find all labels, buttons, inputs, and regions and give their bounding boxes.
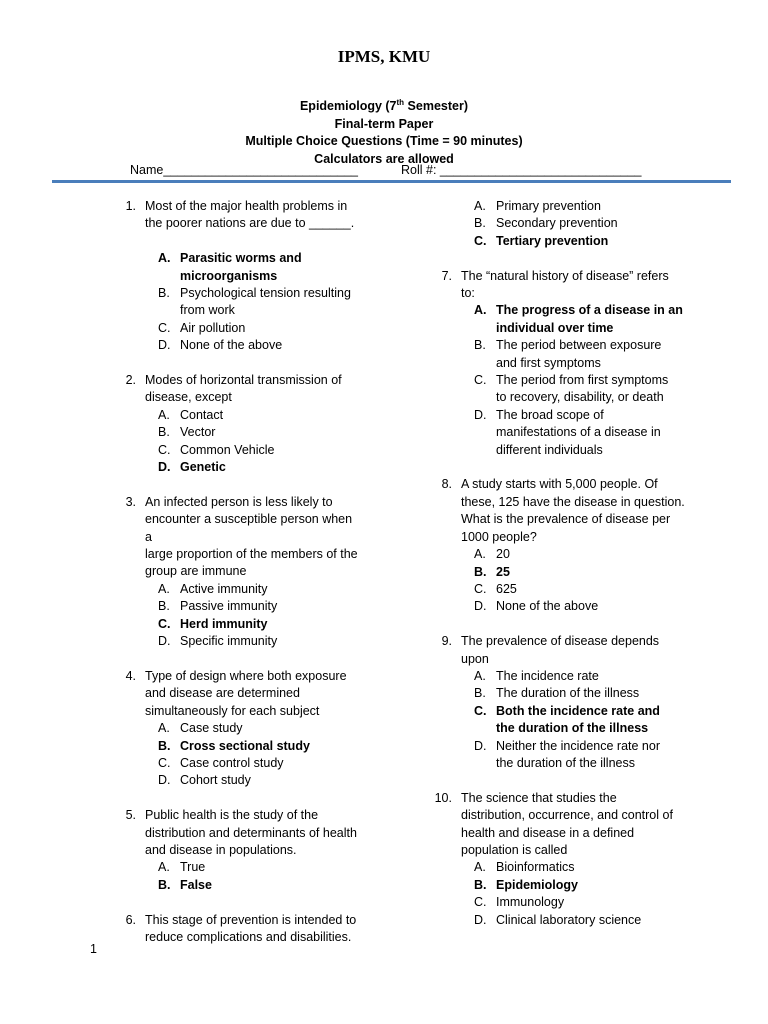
option-a: A. The incidence rate (474, 668, 599, 683)
option-a: A. Parasitic worms and microorganisms (158, 251, 302, 283)
option-a: A. Bioinformatics (474, 860, 575, 875)
exam-header (0, 94, 768, 168)
option-b: B. Passive immunity (158, 599, 278, 614)
question-number: 8. (441, 477, 452, 492)
option-d: D. Specific immunity (158, 634, 278, 649)
course-title: Epidemiology (7th Semester) (299, 98, 469, 114)
question-7 (426, 268, 686, 459)
option-a: A. 20 (474, 547, 510, 562)
option-c: C. Tertiary prevention (474, 233, 609, 248)
option-b: B. Cross sectional study (158, 738, 310, 753)
name-field: Name____________________________ (130, 163, 358, 177)
option-c: C. Air pollution (158, 320, 246, 335)
option-c: C. Common Vehicle (158, 442, 275, 457)
calculator-note: Calculators are allowed (314, 151, 454, 166)
question-number: 4. (125, 668, 136, 683)
option-c: C. Case control study (158, 755, 284, 770)
option-c: C. Both the incidence rate and the duration of the illness (474, 703, 660, 736)
option-b: B. 25 (474, 564, 510, 579)
question-number: 7. (441, 268, 452, 283)
question-text: The science that studies the distribution, occurrence, and control of health and disease in a defined population is called (461, 790, 673, 857)
option-c: C. 625 (474, 581, 517, 596)
option-c: C. Immunology (474, 895, 565, 910)
option-b: B. Secondary prevention (474, 216, 618, 231)
option-d: D. Genetic (158, 460, 226, 475)
question-6 (110, 912, 360, 947)
option-b: B. False (158, 877, 212, 892)
question-number: 6. (125, 912, 136, 927)
option-a: A. Contact (158, 407, 224, 422)
paper-title: Final-term Paper (334, 116, 434, 131)
question-text: Modes of horizontal transmission of disease, except (145, 373, 342, 405)
question-text: Public health is the study of the distribution and determinants of health and disease in populations. (145, 808, 357, 857)
question-text: Most of the major health problems in the poorer nations are due to ______. (145, 199, 355, 231)
question-8 (426, 476, 686, 615)
option-a: A. The progress of a disease in an individual over time (474, 303, 683, 335)
option-b: B. Vector (158, 425, 216, 440)
option-b: B. Epidemiology (474, 877, 578, 892)
option-a: A. Case study (158, 721, 243, 736)
question-text: The prevalence of disease depends upon (461, 634, 660, 666)
question-number: 5. (125, 808, 136, 823)
option-b: B. The duration of the illness (474, 686, 640, 701)
option-d: D. Clinical laboratory science (474, 912, 642, 927)
question-number: 1. (125, 199, 136, 213)
question-number: 2. (125, 373, 136, 388)
question-3 (110, 494, 360, 651)
roll-number-field: Roll #: _____________________________ (401, 163, 642, 177)
option-a: A. Primary prevention (474, 199, 601, 213)
option-d: D. Neither the incidence rate nor the duration of the illness (474, 738, 660, 770)
option-d: D. The broad scope of manifestations of a disease in different individuals (474, 407, 661, 457)
header-divider (52, 180, 731, 183)
question-9 (426, 633, 686, 772)
option-b: B. Psychological tension resulting from work (158, 286, 351, 318)
option-a: A. Active immunity (158, 581, 268, 596)
page-number: 1 (90, 942, 97, 956)
question-1 (110, 198, 360, 355)
question-6-options (426, 198, 686, 250)
option-c: C. The period from first symptoms to recovery, disability, or death (474, 373, 669, 405)
question-text: This stage of prevention is intended to reduce complications and disabilities. (145, 912, 357, 944)
question-2 (110, 372, 360, 476)
question-number: 3. (125, 494, 136, 509)
question-10 (426, 790, 686, 929)
question-number: 10. (434, 790, 452, 805)
left-column (110, 198, 360, 946)
question-4 (110, 668, 360, 790)
question-text: The “natural history of disease” refers to: (461, 268, 669, 301)
option-a: A. True (158, 860, 206, 875)
option-b: B. The period between exposure and first symptoms (474, 338, 662, 370)
question-text: A study starts with 5,000 people. Of these, 125 have the disease in question. What is the prevalence of disease per 1000 people? (461, 477, 685, 544)
question-text: Type of design where both exposure and disease are determined simultaneously for each subject (145, 668, 347, 718)
institution-title: IPMS, KMU (337, 47, 431, 66)
question-number: 9. (441, 634, 452, 649)
option-c: C. Herd immunity (158, 616, 268, 631)
question-5 (110, 807, 360, 894)
option-d: D. None of the above (158, 338, 283, 353)
option-d: D. Cohort study (158, 773, 251, 788)
option-d: D. None of the above (474, 599, 599, 614)
question-text: An infected person is less likely to encounter a susceptible person when a large proportion of the members of the group are immune (145, 494, 358, 579)
right-column (426, 198, 686, 929)
section-title: Multiple Choice Questions (Time = 90 minutes) (245, 134, 523, 149)
